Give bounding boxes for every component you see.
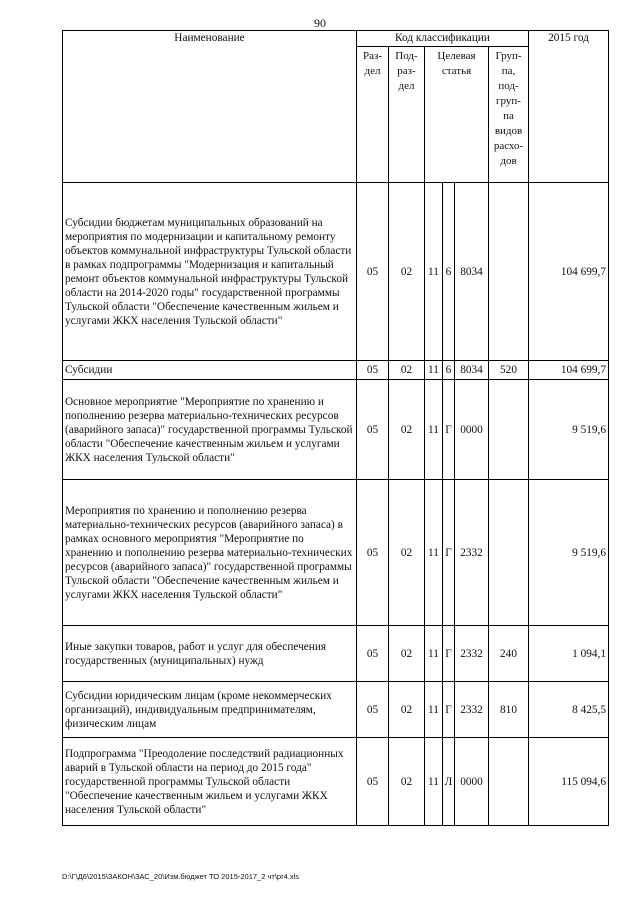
row-target-part1: 11	[425, 183, 443, 361]
row-expense-type: 810	[489, 682, 529, 738]
row-razdel: 05	[357, 738, 389, 826]
table-row	[63, 480, 609, 626]
row-target-part1: 11	[425, 480, 443, 626]
row-razdel: 05	[357, 480, 389, 626]
row-expense-type	[489, 380, 529, 480]
row-target-part1: 11	[425, 380, 443, 480]
row-name: Субсидии юридическим лицам (кроме некоммерческих организаций), индивидуальным предпринимателям, физическим лицам	[63, 682, 357, 738]
row-target-part3: 2332	[455, 480, 489, 626]
header-classification: Код классификации	[357, 31, 529, 47]
row-target-part3: 2332	[455, 626, 489, 682]
row-razdel: 05	[357, 682, 389, 738]
header-year: 2015 год	[529, 31, 609, 183]
row-target-part1: 11	[425, 361, 443, 380]
table-row	[63, 682, 609, 738]
row-podrazdel: 02	[389, 480, 425, 626]
row-target-part2: Г	[443, 480, 455, 626]
row-target-part2: Г	[443, 626, 455, 682]
table-row	[63, 183, 609, 361]
row-razdel: 05	[357, 626, 389, 682]
row-amount: 9 519,6	[529, 380, 609, 480]
page-number: 90	[314, 16, 326, 30]
header-podrazdel: Под- раз- дел	[389, 47, 425, 183]
row-target-part1: 11	[425, 682, 443, 738]
row-target-part3: 0000	[455, 738, 489, 826]
row-expense-type: 240	[489, 626, 529, 682]
table-row	[63, 380, 609, 480]
row-podrazdel: 02	[389, 738, 425, 826]
row-expense-type: 520	[489, 361, 529, 380]
row-amount: 9 519,6	[529, 480, 609, 626]
row-expense-type	[489, 738, 529, 826]
row-razdel: 05	[357, 361, 389, 380]
header-target-article: Целевая статья	[425, 47, 489, 183]
file-path-footer: D:\Г\Д6\2015\ЗАКОН\ЗАС_20\Изм.бюджет ТО 2015-2017_2 чт\рr4.xls	[62, 872, 299, 881]
row-target-part3: 2332	[455, 682, 489, 738]
row-target-part1: 11	[425, 626, 443, 682]
row-target-part3: 8034	[455, 361, 489, 380]
row-name: Иные закупки товаров, работ и услуг для обеспечения государственных (муниципальных) нужд	[63, 626, 357, 682]
row-amount: 104 699,7	[529, 183, 609, 361]
row-name: Подпрограмма "Преодоление последствий радиационных аварий в Тульской области на период до 2015 года" государственной программы Тульской области "Обеспечение качественным жильем и услугами ЖКХ населения Тульской области"	[63, 738, 357, 826]
header-row-top	[63, 31, 609, 47]
row-amount: 8 425,5	[529, 682, 609, 738]
row-name: Мероприятия по хранению и пополнению резерва материально-технических ресурсов (аварийного запаса) в рамках основного мероприятия "Мероприятие по хранению и пополнению резерва материально-технических ресурсов (аварийного запаса)" государственной программы Тульской области "Обеспечение качественным жильем и услугами ЖКХ населения Тульской области"	[63, 480, 357, 626]
header-razdel: Раз- дел	[357, 47, 389, 183]
row-podrazdel: 02	[389, 682, 425, 738]
row-podrazdel: 02	[389, 183, 425, 361]
row-target-part3: 8034	[455, 183, 489, 361]
budget-table	[62, 30, 609, 826]
row-razdel: 05	[357, 380, 389, 480]
row-target-part2: 6	[443, 361, 455, 380]
row-target-part2: Г	[443, 682, 455, 738]
table-row	[63, 626, 609, 682]
row-target-part3: 0000	[455, 380, 489, 480]
table-row	[63, 738, 609, 826]
row-podrazdel: 02	[389, 361, 425, 380]
row-name: Субсидии бюджетам муниципальных образований на мероприятия по модернизации и капитальному ремонту объектов коммунальной инфраструктуры Тульской области в рамках подпрограммы "Модернизация и капитальный ремонт объектов коммунальной инфраструктуры Тульской области на 2014-2020 годы" государственной программы Тульской области "Обеспечение качественным жильем и услугами ЖКХ населения Тульской области"	[63, 183, 357, 361]
row-amount: 115 094,6	[529, 738, 609, 826]
row-expense-type	[489, 183, 529, 361]
row-name: Субсидии	[63, 361, 357, 380]
row-target-part2: Г	[443, 380, 455, 480]
row-razdel: 05	[357, 183, 389, 361]
table-row	[63, 361, 609, 380]
row-expense-type	[489, 480, 529, 626]
header-expense-group: Груп- па, под- груп- па видов расхо- дов	[489, 47, 529, 183]
row-podrazdel: 02	[389, 380, 425, 480]
row-target-part2: 6	[443, 183, 455, 361]
header-name: Наименование	[63, 31, 357, 183]
row-name: Основное мероприятие "Мероприятие по хранению и пополнению резерва материально-технических ресурсов (аварийного запаса)" государственной программы Тульской области "Обеспечение качественным жильем и услугами ЖКХ населения Тульской области"	[63, 380, 357, 480]
row-podrazdel: 02	[389, 626, 425, 682]
row-amount: 104 699,7	[529, 361, 609, 380]
row-target-part1: 11	[425, 738, 443, 826]
row-target-part2: Л	[443, 738, 455, 826]
row-amount: 1 094,1	[529, 626, 609, 682]
